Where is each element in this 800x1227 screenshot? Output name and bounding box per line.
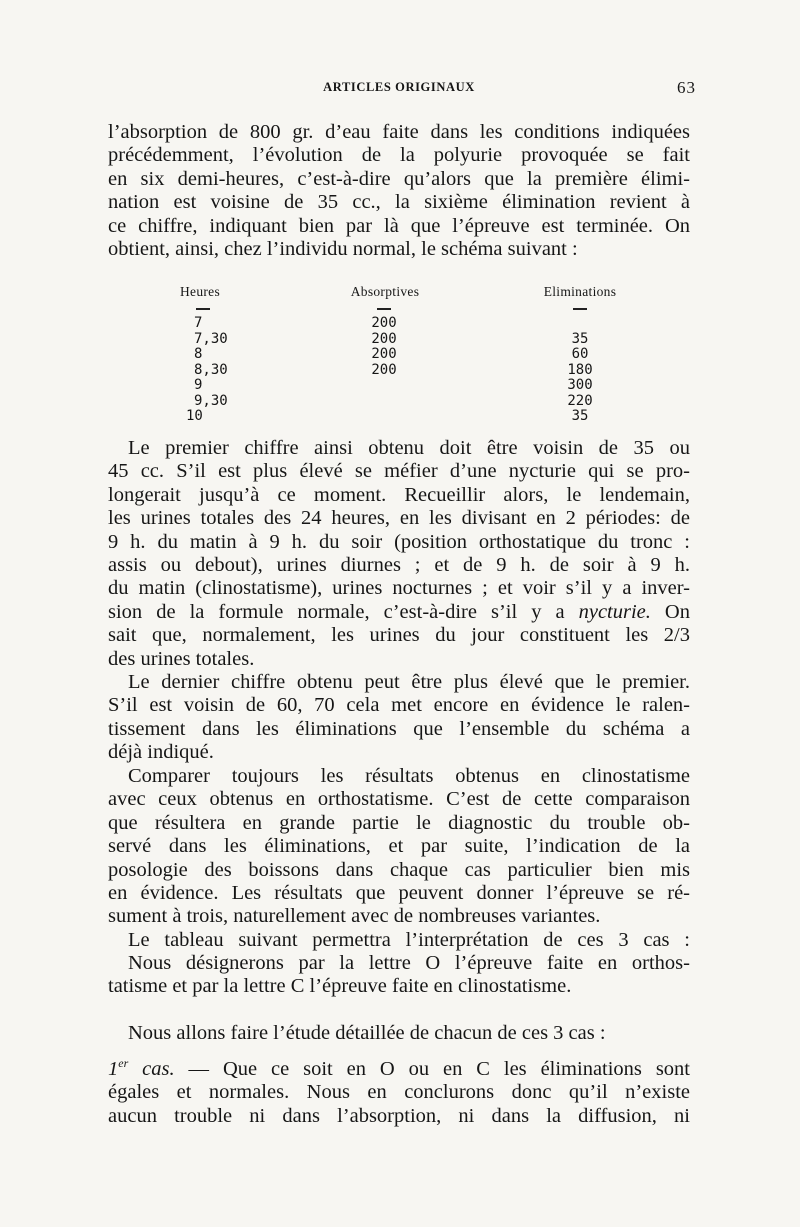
header-rule-row: [180, 302, 650, 316]
header-absorptives: Absorptives: [350, 284, 420, 299]
cell-heure: 8: [194, 346, 203, 362]
cell-absorptives: 200: [371, 315, 397, 331]
header-rule: [377, 308, 391, 310]
cell-eliminations: 35: [571, 408, 589, 424]
cell-heure: 7: [194, 315, 203, 331]
text-line: en six demi-heures, c’est-à-dire qu’alors que la première élimi-: [108, 167, 690, 190]
table-row: [180, 409, 650, 425]
table-row: [180, 394, 650, 410]
cell-absorptives: 200: [371, 361, 397, 378]
page-number: 63: [677, 78, 696, 97]
body-paragraph: [108, 437, 690, 671]
text-segment: sion de la formule normale, c’est-à-dire s’il y a: [108, 600, 579, 623]
text-line: nation est voisine de 35 cc., la sixième élimination revient à: [108, 191, 690, 214]
cell-heure: 7,30: [194, 330, 228, 347]
text-line: [108, 601, 690, 624]
table-row: [180, 363, 650, 379]
text-line: déjà indiqué.: [108, 741, 214, 764]
italic-term: nycturie.: [578, 600, 651, 623]
text-line: avec ceux obtenus en orthostatisme. C’est de cette comparaison: [108, 788, 690, 811]
text-line: aucun trouble ni dans l’absorption, ni dans la diffusion, ni: [108, 1104, 690, 1127]
header-rule: [573, 308, 587, 310]
cell-heure: 8,30: [194, 361, 228, 378]
body-paragraph: [108, 671, 690, 765]
text-line: 9 h. du matin à 9 h. du soir (position orthostatique du tronc :: [108, 530, 690, 553]
text-line: longerait jusqu’à ce moment. Recueillir alors, le lendemain,: [108, 483, 690, 506]
text-line: Le dernier chiffre obtenu peut être plus élevé que le premier.: [128, 671, 690, 693]
cell-absorptives: 200: [371, 330, 397, 347]
cell-heure: 9,30: [194, 392, 228, 409]
text-line: S’il est voisin de 60, 70 cela met encore en évidence le ralen-: [108, 694, 690, 717]
cell-eliminations: 300: [567, 377, 593, 393]
text-line: l’absorption de 800 gr. d’eau faite dans les conditions indiquées: [108, 121, 690, 143]
case-superscript: er: [118, 1058, 129, 1071]
text-line: en évidence. Les résultats que peuvent donner l’épreuve se ré-: [108, 881, 690, 904]
case-number: 1: [108, 1058, 119, 1080]
schedule-header-row: [180, 284, 650, 302]
header-heures: Heures: [180, 284, 221, 299]
text-line: tissement dans les éliminations que l’ensemble du schéma a: [108, 717, 690, 740]
text-segment: On: [650, 600, 690, 623]
text-line: précédemment, l’évolution de la polyurie provoquée se fait: [108, 144, 690, 167]
cell-heure: 10: [186, 408, 203, 424]
text-line: sait que, normalement, les urines du jour constituent les 2/3: [108, 624, 690, 647]
text-line: Nous allons faire l’étude détaillée de chacun de ces 3 cas :: [128, 1022, 606, 1044]
cell-eliminations: 180: [567, 361, 593, 378]
table-row: [180, 316, 650, 332]
intro-paragraph: [108, 121, 690, 261]
schedule-table: [180, 284, 650, 425]
cell-eliminations: 35: [571, 330, 589, 347]
text-line: obtient, ainsi, chez l’individu normal, le schéma suivant :: [108, 237, 578, 260]
table-row: [180, 347, 650, 363]
cell-heure: 9: [194, 377, 203, 393]
cell-absorptives: 200: [371, 346, 397, 362]
text-line: servé dans les éliminations, et par suite, l’indication de la: [108, 835, 690, 858]
body-paragraph: [108, 952, 690, 999]
text-line: du matin (clinostatisme), urines nocturnes ; et voir s’il y a inver-: [108, 577, 690, 600]
text-line: [108, 1058, 690, 1081]
running-head: [108, 78, 696, 104]
header-eliminations: Eliminations: [543, 284, 617, 299]
text-line: Le tableau suivant permettra l’interprétation de ces 3 cas :: [128, 929, 690, 951]
text-line: des urines totales.: [108, 647, 255, 670]
body-paragraph: [108, 1022, 690, 1045]
text-line: les urines totales des 24 heures, en les divisant en 2 périodes: de: [108, 507, 690, 530]
text-line: ce chiffre, indiquant bien par là que l’épreuve est terminée. On: [108, 214, 690, 237]
text-line: Comparer toujours les résultats obtenus en clinostatisme: [128, 765, 690, 787]
case-label: cas.: [128, 1058, 175, 1080]
table-row: [180, 332, 650, 348]
text-line: égales et normales. Nous en conclurons donc qu’il n’existe: [108, 1081, 690, 1104]
text-segment: — Que ce soit en O ou en C les éliminations sont: [174, 1058, 690, 1080]
body-paragraph: [108, 929, 690, 952]
text-line: posologie des boissons dans chaque cas particulier bien mis: [108, 858, 690, 881]
text-line: assis ou debout), urines diurnes ; et de 9 h. de soir à 9 h.: [108, 553, 690, 576]
text-line: sument à trois, naturellement avec de nombreuses variantes.: [108, 905, 601, 928]
text-line: tatisme et par la lettre C l’épreuve faite en clinostatisme.: [108, 975, 572, 998]
text-line: Nous désignerons par la lettre O l’épreuve faite en orthos-: [128, 952, 690, 974]
section-title: ARTICLES ORIGINAUX: [323, 80, 475, 94]
text-line: que résultera en grande partie le diagnostic du trouble ob-: [108, 811, 690, 834]
body-paragraph: [108, 765, 690, 929]
text-line: Le premier chiffre ainsi obtenu doit être voisin de 35 ou: [128, 437, 690, 459]
cell-eliminations: 60: [571, 346, 589, 362]
table-row: [180, 378, 650, 394]
cell-eliminations: 220: [567, 392, 593, 409]
case-1-paragraph: [108, 1058, 690, 1128]
header-rule: [196, 308, 210, 310]
text-line: 45 cc. S’il est plus élevé se méfier d’une nycturie qui se pro-: [108, 460, 690, 483]
